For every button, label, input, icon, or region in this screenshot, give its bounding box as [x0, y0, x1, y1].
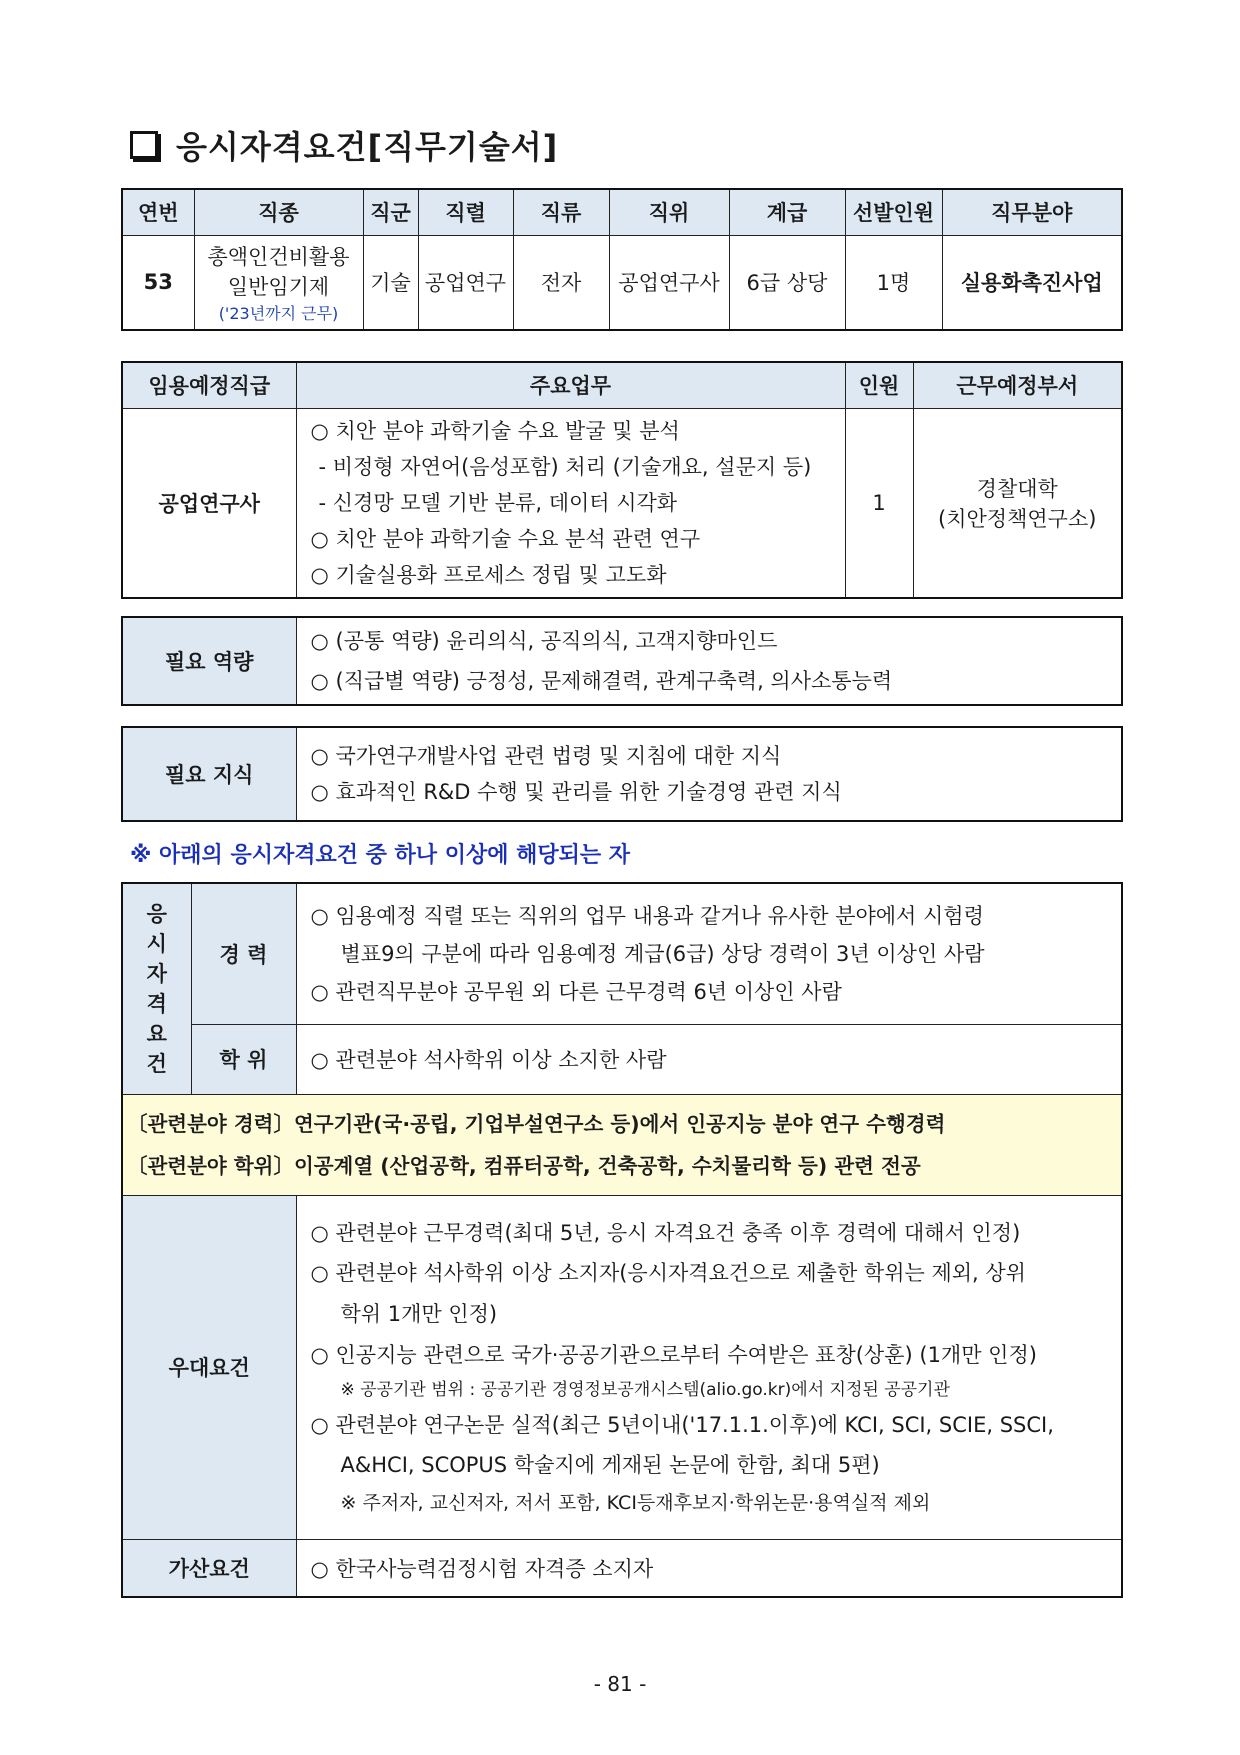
checkbox-square-icon [130, 131, 158, 159]
header-cell: 직종 [194, 189, 363, 235]
career-list [296, 883, 1122, 1024]
table-header-row [122, 362, 1122, 408]
department-cell [913, 408, 1122, 598]
competency-list [296, 617, 1122, 705]
career-item: ○ 관련직무분야 공무원 외 다른 근무경력 6년 이상인 사람 [310, 979, 842, 1004]
job-position: 공업연구사 [609, 235, 729, 330]
preference-item: ○ 관련분야 석사학위 이상 소지자(응시자격요건으로 제출한 학위는 제외, 상위 [310, 1261, 1026, 1285]
header-cell: 인원 [845, 362, 913, 408]
duty-item: ○ 치안 분야 과학기술 수요 발굴 및 분석 [310, 418, 680, 443]
preference-row [122, 1195, 1122, 1539]
knowledge-item: ○ 국가연구개발사업 관련 법령 및 지침에 대한 지식 [310, 744, 782, 768]
serial-number: 53 [122, 235, 194, 330]
related-field-cell [122, 1094, 1122, 1195]
position-info-table [121, 188, 1123, 331]
qualification-table [121, 882, 1123, 1598]
job-type-line2: 일반임기제 [227, 274, 330, 299]
section-title-text: 응시자격요건[직무기술서] [176, 128, 559, 166]
related-career: 〔관련분야 경력〕연구기관(국·공립, 기업부설연구소 등)에서 인공지능 분야 연구 수행경력 [127, 1111, 946, 1136]
eligibility-notice: ※ 아래의 응시자격요건 중 하나 이상에 해당되는 자 [130, 843, 631, 868]
preference-note: ※ 공공기관 범위 : 공공기관 경영정보공개시스템(alio.go.kr)에서 지정된 공공기관 [340, 1380, 950, 1400]
appointment-rank: 공업연구사 [122, 408, 296, 598]
preference-label: 우대요건 [122, 1195, 296, 1539]
bonus-label: 가산요건 [122, 1539, 296, 1597]
preference-item: ○ 관련분야 연구논문 실적(최근 5년이내('17.1.1.이후)에 KCI, SCI, SCIE, SSCI, [310, 1413, 1054, 1437]
degree-row [122, 1024, 1122, 1094]
header-cell: 연번 [122, 189, 194, 235]
qualification-side-label: 응 시 자 격 요 건 [122, 883, 191, 1094]
selection-count: 1명 [845, 235, 942, 330]
preference-item: ○ 인공지능 관련으로 국가·공공기관으로부터 수여받은 표창(상훈) (1개만 인정) [310, 1343, 1037, 1367]
preference-item: A&HCI, SCOPUS 학술지에 게재된 논문에 한함, 최대 5편) [340, 1453, 880, 1477]
job-grade: 6급 상당 [729, 235, 845, 330]
header-cell: 선발인원 [845, 189, 942, 235]
section-title [130, 122, 558, 168]
degree-label: 학 위 [191, 1024, 296, 1094]
career-item: 별표9의 구분에 따라 임용예정 계급(6급) 상당 경력이 3년 이상인 사람 [340, 941, 985, 966]
career-label: 경 력 [191, 883, 296, 1024]
duty-item: - 신경망 모델 기반 분류, 데이터 시각화 [318, 490, 678, 515]
table-row [122, 727, 1122, 821]
job-group: 기술 [363, 235, 418, 330]
job-type-line1: 총액인건비활용 [207, 244, 350, 269]
career-row [122, 883, 1122, 1024]
persons-count: 1 [845, 408, 913, 598]
career-item: ○ 임용예정 직렬 또는 직위의 업무 내용과 같거나 유사한 분야에서 시험령 [310, 903, 984, 928]
knowledge-item: ○ 효과적인 R&D 수행 및 관리를 위한 기술경영 관련 지식 [310, 780, 842, 804]
bonus-row [122, 1539, 1122, 1597]
competency-table [121, 616, 1123, 706]
knowledge-label: 필요 지식 [122, 727, 296, 821]
header-cell: 직류 [513, 189, 609, 235]
duty-item: ○ 치안 분야 과학기술 수요 분석 관련 연구 [310, 526, 701, 551]
table-header-row [122, 189, 1122, 235]
table-row [122, 408, 1122, 598]
duties-list [296, 408, 845, 598]
header-cell: 직위 [609, 189, 729, 235]
job-type-note: ('23년까지 근무) [218, 303, 339, 323]
duty-item: ○ 기술실용화 프로세스 정립 및 고도화 [310, 562, 667, 587]
department-line1: 경찰대학 [976, 476, 1058, 501]
preference-list [296, 1195, 1122, 1539]
related-field-row [122, 1094, 1122, 1195]
table-row [122, 617, 1122, 705]
header-cell: 근무예정부서 [913, 362, 1122, 408]
related-degree: 〔관련분야 학위〕이공계열 (산업공학, 컴퓨터공학, 건축공학, 수치물리학 등) 관련 전공 [127, 1153, 921, 1178]
header-cell: 직군 [363, 189, 418, 235]
header-cell: 계급 [729, 189, 845, 235]
job-type-cell [194, 235, 363, 330]
degree-item: ○ 관련분야 석사학위 이상 소지한 사람 [296, 1024, 1122, 1094]
knowledge-list [296, 727, 1122, 821]
header-cell: 임용예정직급 [122, 362, 296, 408]
duty-item: - 비정형 자연어(음성포함) 처리 (기술개요, 설문지 등) [318, 454, 812, 479]
page-number: - 81 - [593, 1672, 647, 1696]
header-cell: 직무분야 [942, 189, 1122, 235]
competency-item: ○ (공통 역량) 윤리의식, 공직의식, 고객지향마인드 [310, 629, 778, 653]
knowledge-table [121, 726, 1123, 822]
bonus-item: ○ 한국사능력검정시험 자격증 소지자 [296, 1539, 1122, 1597]
competency-label: 필요 역량 [122, 617, 296, 705]
job-class: 전자 [513, 235, 609, 330]
duties-table [121, 361, 1123, 599]
preference-note: ※ 주저자, 교신저자, 저서 포함, KCI등재후보지·학위논문·용역실적 제외 [340, 1492, 931, 1514]
job-field: 실용화촉진사업 [942, 235, 1122, 330]
preference-item: 학위 1개만 인정) [340, 1302, 498, 1326]
competency-item: ○ (직급별 역량) 긍정성, 문제해결력, 관계구축력, 의사소통능력 [310, 669, 893, 693]
header-cell: 직렬 [418, 189, 513, 235]
job-series: 공업연구 [418, 235, 513, 330]
table-row [122, 235, 1122, 330]
preference-item: ○ 관련분야 근무경력(최대 5년, 응시 자격요건 충족 이후 경력에 대해서 인정) [310, 1221, 1021, 1245]
header-cell: 주요업무 [296, 362, 845, 408]
department-line2: (치안정책연구소) [938, 506, 1097, 531]
